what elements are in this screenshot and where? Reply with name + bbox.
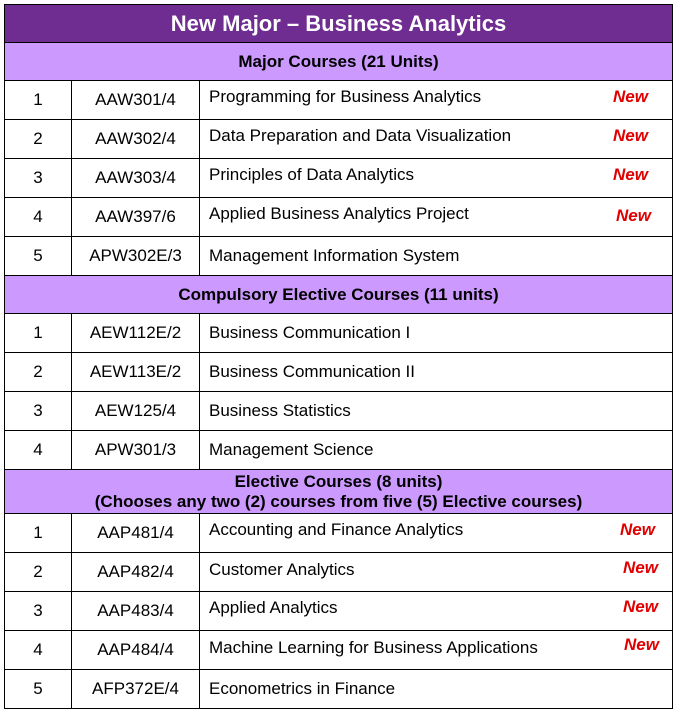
new-badge: New [613, 165, 648, 184]
course-name: Data Preparation and Data Visualization [209, 126, 512, 145]
course-row [5, 353, 673, 392]
course-code: AAP482/4 [72, 553, 200, 592]
course-name: Applied Analytics [209, 598, 338, 617]
new-badge: New [624, 635, 659, 654]
course-name: Customer Analytics [209, 560, 355, 579]
course-name-cell [200, 592, 673, 631]
course-row [5, 120, 673, 159]
course-row [5, 159, 673, 198]
course-number: 2 [5, 553, 72, 592]
course-number: 5 [5, 237, 72, 276]
course-number: 2 [5, 120, 72, 159]
course-table [4, 4, 673, 709]
section-heading-line: Major Courses (21 Units) [238, 51, 439, 71]
course-row [5, 81, 673, 120]
course-number: 3 [5, 392, 72, 431]
course-code: APW301/3 [72, 431, 200, 470]
section-heading [5, 43, 673, 81]
course-name-cell [200, 120, 673, 159]
course-code: AAP481/4 [72, 514, 200, 553]
course-number: 4 [5, 631, 72, 670]
course-name-cell [200, 198, 673, 237]
course-row [5, 553, 673, 592]
course-row [5, 592, 673, 631]
course-name-cell [200, 514, 673, 553]
section-heading [5, 276, 673, 314]
course-number: 3 [5, 592, 72, 631]
course-number: 1 [5, 514, 72, 553]
course-row [5, 670, 673, 709]
course-row [5, 431, 673, 470]
course-number: 4 [5, 431, 72, 470]
section-heading-line: Elective Courses (8 units) [234, 471, 443, 491]
course-name-cell [200, 353, 673, 392]
course-name-cell [200, 314, 673, 353]
course-name-cell [200, 631, 673, 670]
course-name: Accounting and Finance Analytics [209, 520, 464, 539]
course-code: AEW112E/2 [72, 314, 200, 353]
course-name-cell [200, 159, 673, 198]
course-code: AAP483/4 [72, 592, 200, 631]
course-code: AAW302/4 [72, 120, 200, 159]
course-row [5, 514, 673, 553]
course-name: Principles of Data Analytics [209, 165, 415, 184]
title-row [5, 5, 673, 43]
course-name: Business Statistics [209, 401, 351, 420]
section-header-row [5, 276, 673, 314]
course-code: AEW113E/2 [72, 353, 200, 392]
course-code: AAW303/4 [72, 159, 200, 198]
section-heading-line: (Chooses any two (2) courses from five (5) Elective courses) [94, 491, 583, 511]
course-row [5, 198, 673, 237]
page-title: New Major – Business Analytics [5, 5, 673, 43]
course-name-cell [200, 670, 673, 709]
course-name: Machine Learning for Business Applications [209, 638, 538, 657]
course-code: AAP484/4 [72, 631, 200, 670]
section-header-row [5, 43, 673, 81]
course-code: AEW125/4 [72, 392, 200, 431]
course-table-container [4, 4, 672, 715]
section-header-row [5, 470, 673, 514]
course-number: 5 [5, 670, 72, 709]
course-name-cell [200, 81, 673, 120]
new-badge: New [613, 87, 648, 106]
course-name: Business Communication II [209, 362, 415, 381]
course-row [5, 237, 673, 276]
course-code: AAW397/6 [72, 198, 200, 237]
new-badge: New [620, 520, 655, 539]
course-row [5, 392, 673, 431]
new-badge: New [613, 126, 648, 145]
new-badge: New [623, 597, 658, 616]
new-badge: New [623, 558, 658, 577]
course-name-cell [200, 237, 673, 276]
course-number: 3 [5, 159, 72, 198]
course-name-cell [200, 431, 673, 470]
course-name: Econometrics in Finance [209, 679, 396, 698]
section-heading-line: Compulsory Elective Courses (11 units) [178, 284, 499, 304]
course-code: APW302E/3 [72, 237, 200, 276]
course-table-body [5, 5, 673, 709]
course-number: 4 [5, 198, 72, 237]
course-number: 1 [5, 314, 72, 353]
course-row [5, 314, 673, 353]
course-name: Applied Business Analytics Project [209, 204, 469, 223]
section-heading [5, 470, 673, 514]
course-code: AAW301/4 [72, 81, 200, 120]
course-number: 2 [5, 353, 72, 392]
new-badge: New [616, 206, 651, 225]
course-name: Management Information System [209, 246, 460, 265]
course-code: AFP372E/4 [72, 670, 200, 709]
course-number: 1 [5, 81, 72, 120]
course-name: Business Communication I [209, 323, 411, 342]
course-name: Management Science [209, 440, 374, 459]
course-name: Programming for Business Analytics [209, 87, 482, 106]
course-name-cell [200, 392, 673, 431]
course-name-cell [200, 553, 673, 592]
course-row [5, 631, 673, 670]
